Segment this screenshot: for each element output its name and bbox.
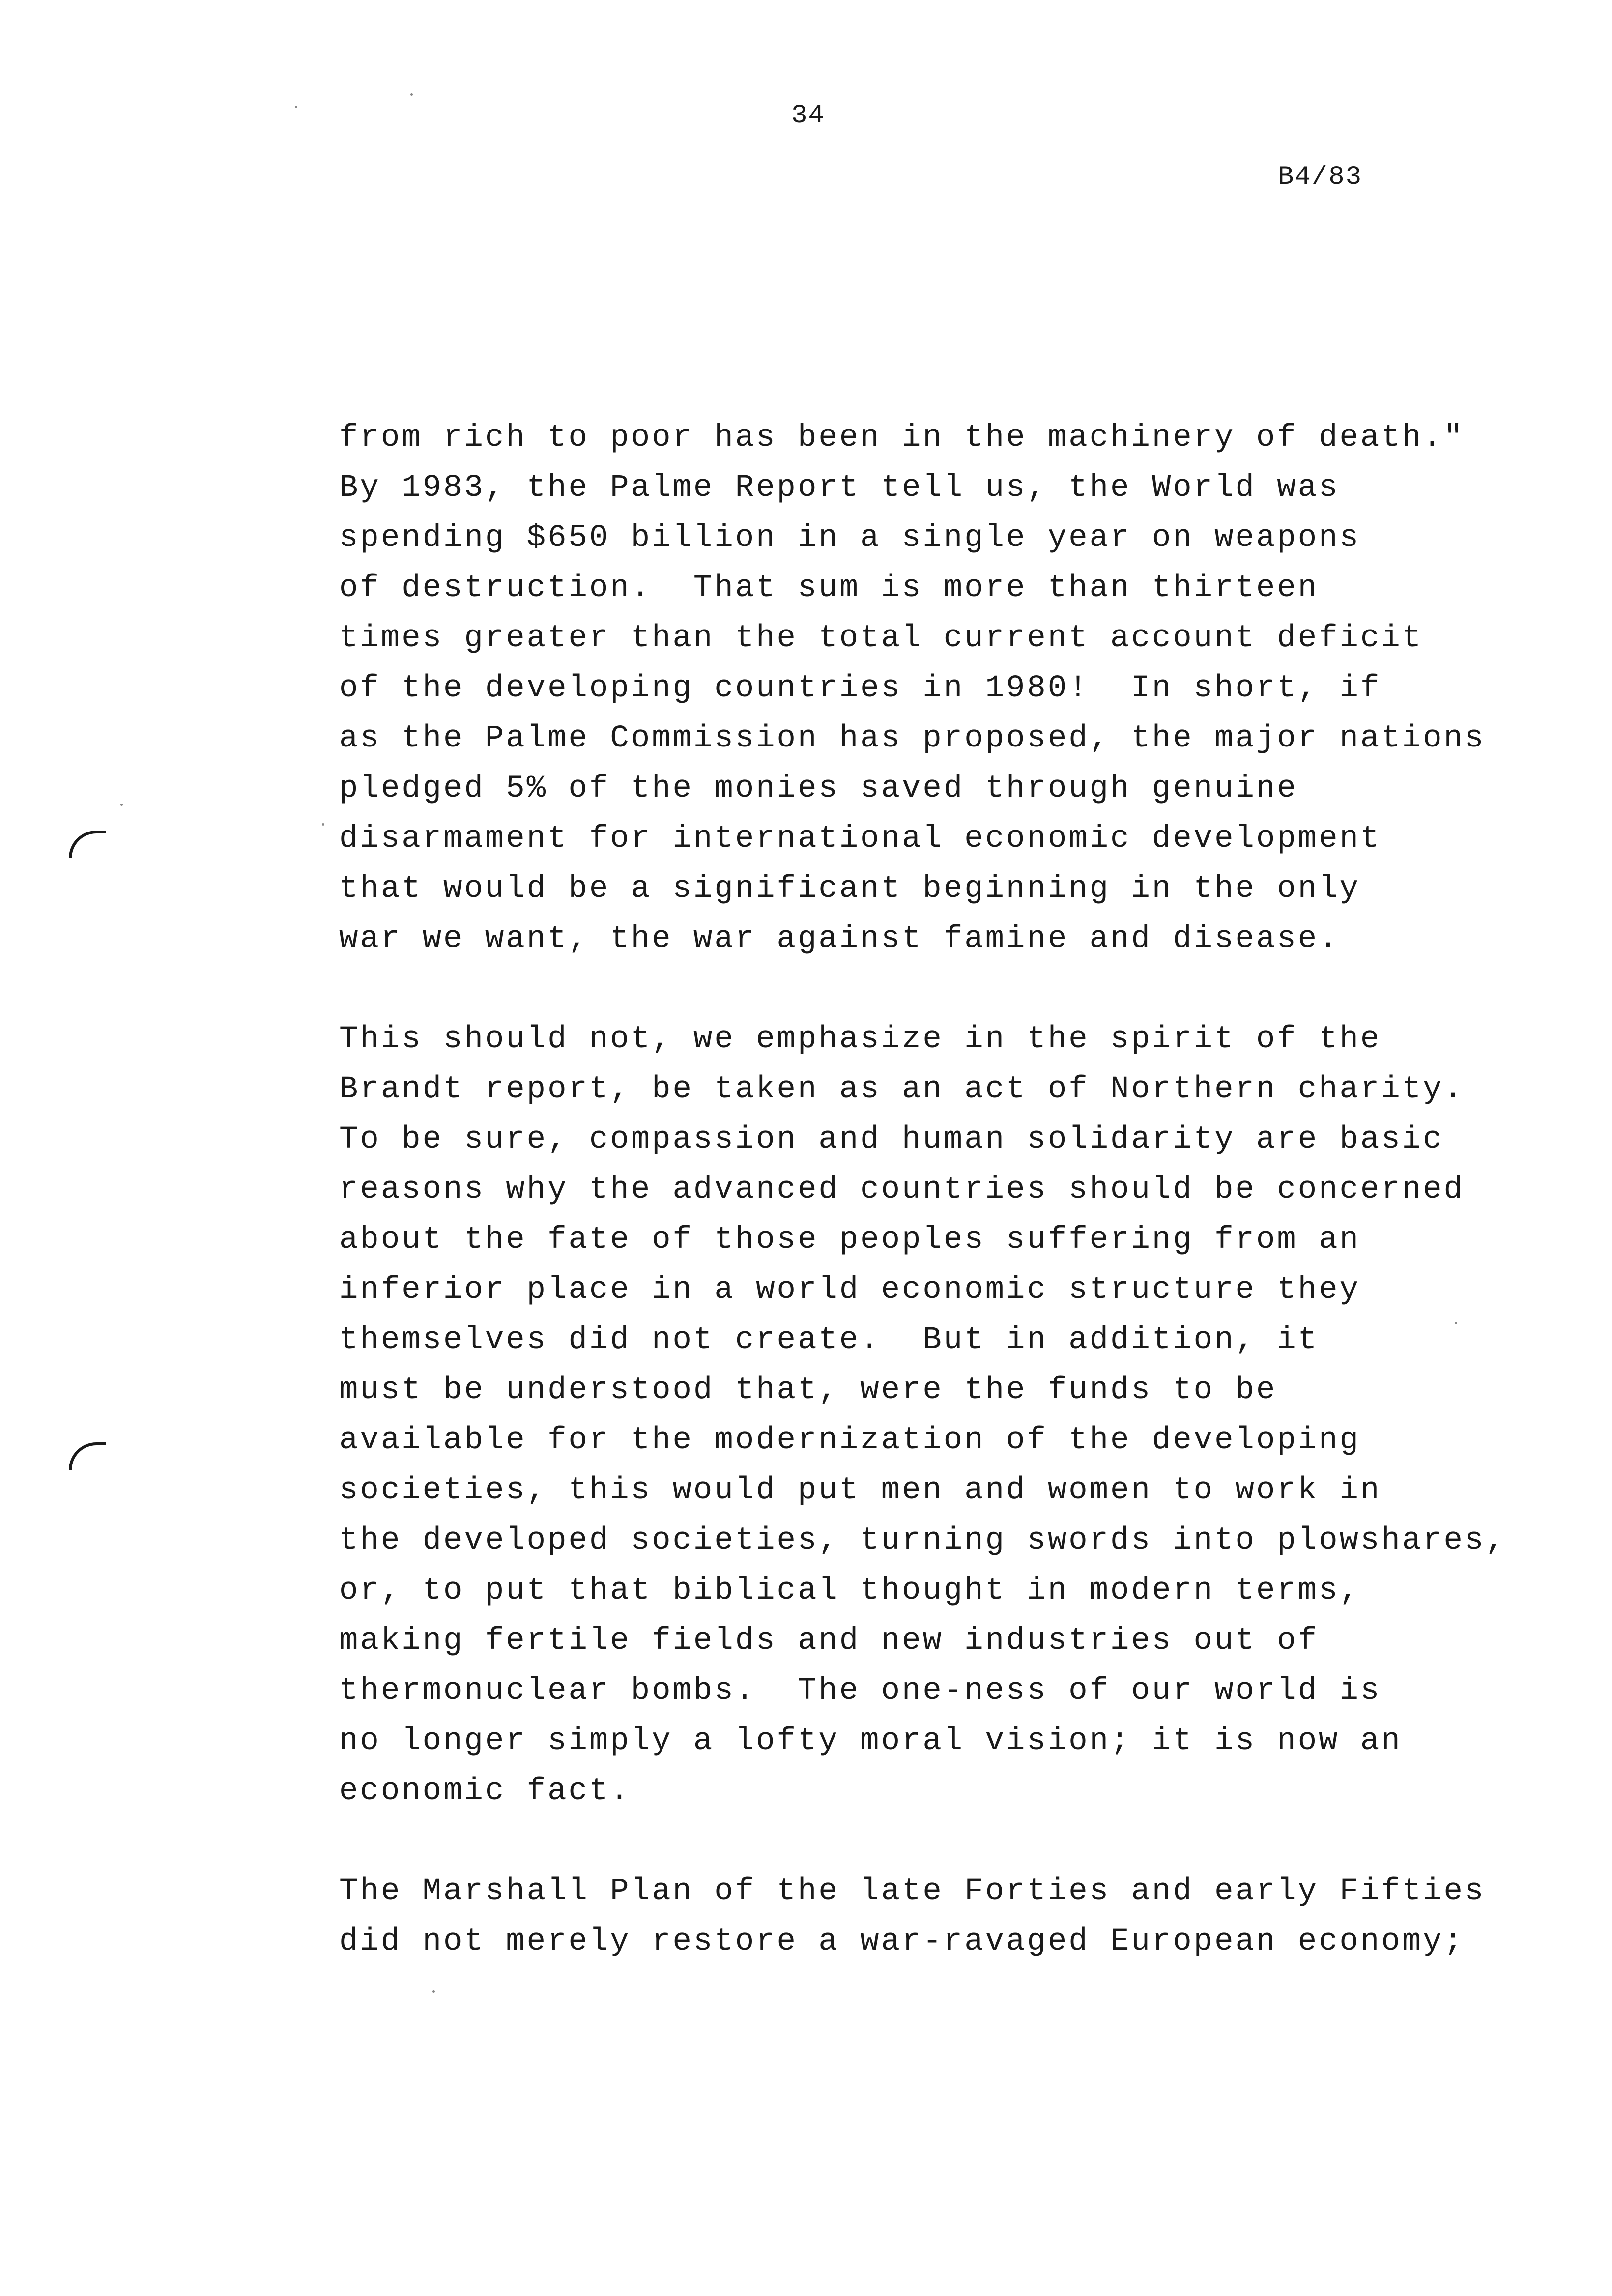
text-line: inferior place in a world economic structure they (339, 1272, 1360, 1308)
scan-speck (295, 106, 297, 108)
text-line: no longer simply a lofty moral vision; it is now an (339, 1723, 1402, 1759)
paragraph-2 (339, 1014, 1519, 1816)
paragraph-1 (339, 413, 1519, 964)
scan-speck (410, 93, 413, 96)
text-line: as the Palme Commission has proposed, the major nations (339, 721, 1486, 756)
body-text (339, 413, 1519, 1967)
text-line: economic fact. (339, 1774, 631, 1809)
text-line: By 1983, the Palme Report tell us, the World was (339, 470, 1340, 506)
text-line: societies, this would put men and women to work in (339, 1473, 1382, 1508)
text-line: about the fate of those peoples suffering from an (339, 1222, 1360, 1258)
text-line: This should not, we emphasize in the spirit of the (339, 1022, 1382, 1057)
text-line: spending $650 billion in a single year on weapons (339, 520, 1360, 556)
text-line: must be understood that, were the funds to be (339, 1373, 1277, 1408)
scan-speck (322, 823, 324, 826)
punch-hole-mark (69, 831, 106, 858)
text-line: To be sure, compassion and human solidarity are basic (339, 1122, 1444, 1157)
punch-hole-mark (69, 1442, 106, 1470)
text-line: of the developing countries in 1980! In short, if (339, 671, 1382, 706)
text-line: pledged 5% of the monies saved through genuine (339, 771, 1298, 806)
scan-speck (432, 1990, 435, 1993)
text-line: the developed societies, turning swords into plowshares, (339, 1523, 1506, 1558)
text-line: reasons why the advanced countries should be concerned (339, 1172, 1465, 1207)
text-line: making fertile fields and new industries out of (339, 1623, 1319, 1659)
text-line: times greater than the total current account deficit (339, 621, 1423, 656)
text-line: available for the modernization of the developing (339, 1423, 1360, 1458)
text-line: The Marshall Plan of the late Forties and early Fifties (339, 1874, 1486, 1909)
paragraph-3 (339, 1866, 1519, 1967)
text-line: of destruction. That sum is more than thirteen (339, 571, 1319, 606)
text-line: disarmament for international economic development (339, 821, 1382, 857)
document-reference: B4/83 (1278, 162, 1363, 192)
text-line: from rich to poor has been in the machinery of death." (339, 420, 1465, 456)
text-line: thermonuclear bombs. The one-ness of our world is (339, 1673, 1382, 1709)
text-line: Brandt report, be taken as an act of Northern charity. (339, 1072, 1465, 1107)
scan-speck (120, 804, 123, 806)
text-line: that would be a significant beginning in the only (339, 871, 1360, 907)
text-line: war we want, the war against famine and disease. (339, 921, 1340, 957)
text-line: themselves did not create. But in addition, it (339, 1322, 1319, 1358)
text-line: did not merely restore a war-ravaged European economy; (339, 1924, 1465, 1959)
text-line: or, to put that biblical thought in modern terms, (339, 1573, 1360, 1608)
page-number: 34 (791, 101, 825, 131)
